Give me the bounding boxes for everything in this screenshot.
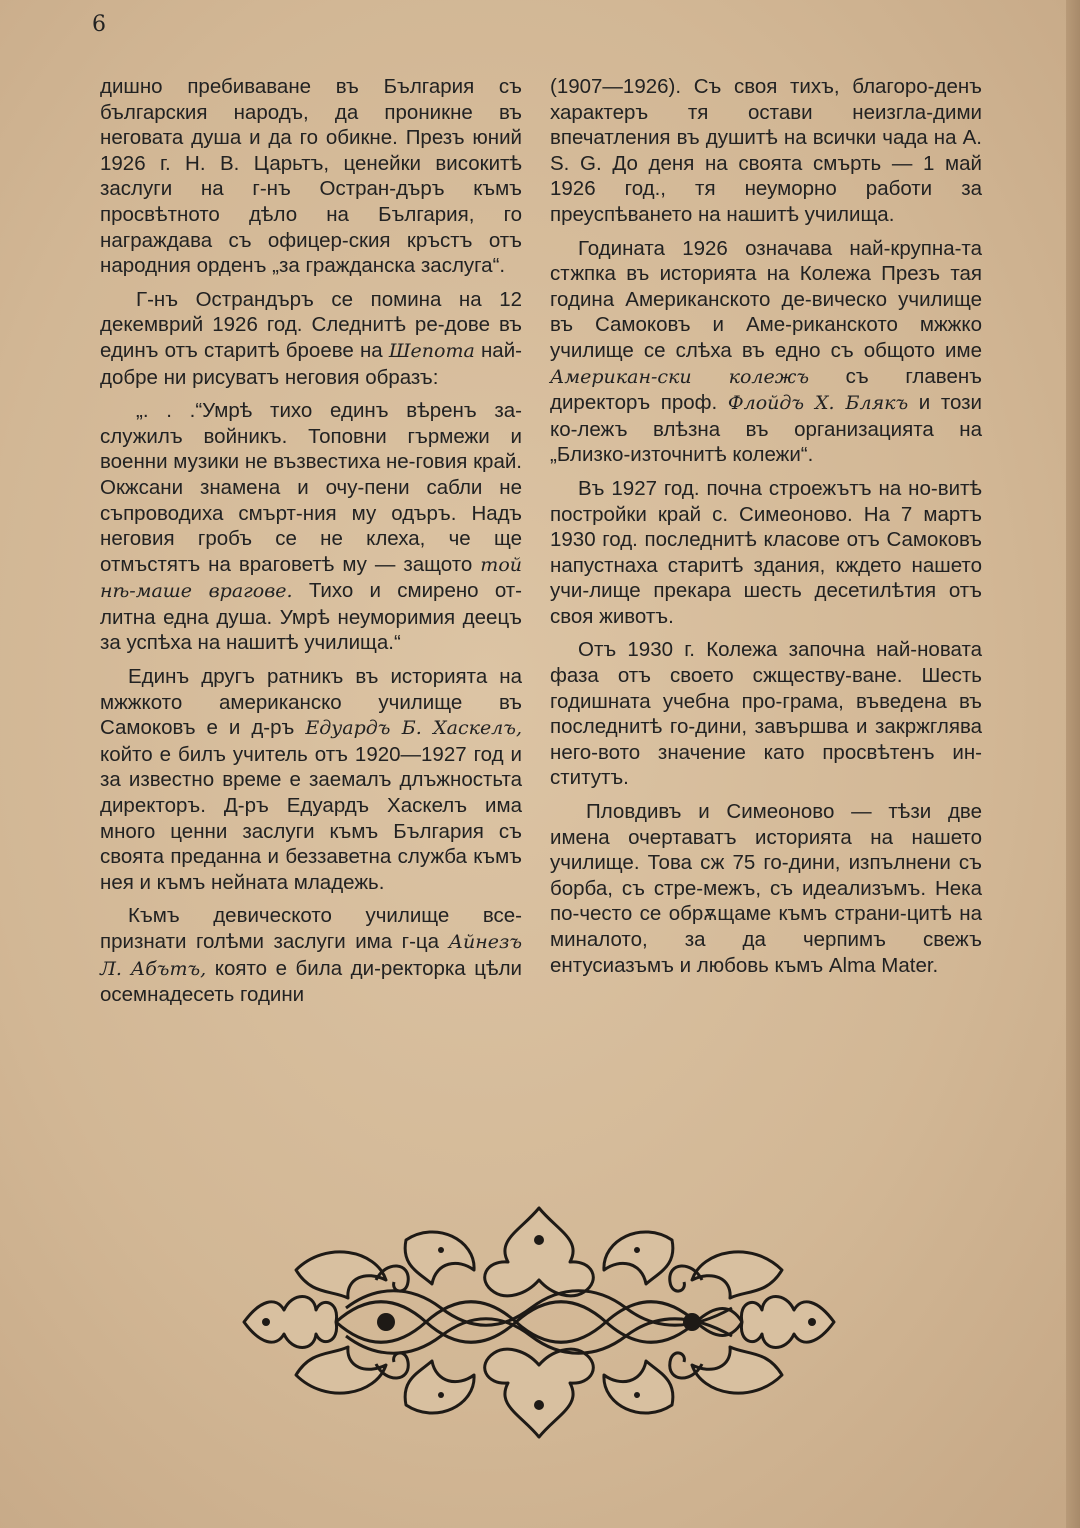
left-column <box>100 74 522 1016</box>
right-paragraph-2: Годината 1926 означава най-крупна-та стжпка въ историята на Колежа Презъ тая година Американското де-вическо училище въ Самоковъ и Аме-риканското мжжко училище се слѣха въ едно съ общото име Американ-ски колежъ съ главенъ директоръ проф. Флойдъ Х. Блякъ и този ко-лежъ влѣзна въ организацията на „Близко-източнитѣ колежи“. <box>550 236 983 467</box>
left-paragraph-2: Г-нъ Острандъръ се помина на 12 декемврий 1926 год. Следнитѣ ре-дове въ единъ отъ старитѣ броеве на Шепота най-добре ни рисуватъ неговия образъ: <box>100 287 522 389</box>
left-paragraph-4: Единъ другъ ратникъ въ историята на мжжкото американско училище въ Самоковъ е и д-ръ Едуардъ Б. Хаскелъ, който е билъ учитель отъ 1920—1927 год и за известно време е заемалъ длъжностьта директоръ. Д-ръ Едуардъ Хаскелъ има много ценни заслуги къмъ България съ своята преданна и беззаветна служба къмъ нея и къмъ нейната младежь. <box>100 665 522 894</box>
right-paragraph-5: Пловдивъ и Симеоново — тѣзи две имена очертаватъ историята на нашето училище. Това сж 75 го-дини, изпълнени съ борба, съ стре-межъ, съ идеализъмъ. Нека по-често се обрѫщаме къмъ страни-цитѣ на миналото, за да черпимъ свежъ ентусиазъмъ и любовь къмъ Alma Mater. <box>550 800 982 977</box>
celtic-knot-ornament-icon <box>236 1200 842 1445</box>
right-paragraph-3: Въ 1927 год. почна строежътъ на но-витѣ постройки край с. Симеоново. На 7 мартъ 1930 год. последнитѣ класове отъ Самоковъ напустнаха старитѣ здания, кждето нашето учи-лище прекара шесть десетилѣтия отъ своя животъ. <box>550 476 982 628</box>
right-paragraph-1: (1907—1926). Съ своя тихъ, благоро-денъ характеръ тя остави неизгла-дими впечатления въ душитѣ на всички чада на A. S. G. До деня на своята смърть — 1 май 1926 год., тя неуморно работи за преуспѣването на нашитѣ училища. <box>550 75 982 226</box>
left-paragraph-1: дишно пребиваване въ България съ българския народъ, да проникне въ неговата душа и да го обикне. Презъ юний 1926 г. Н. В. Царьтъ, ценейки високитѣ заслуги на г-нъ Остран-дъръ къмъ просвѣтното дѣло на България, го награждава съ офицер-ския кръстъ отъ народния орденъ „за гражданска заслуга“. <box>100 75 522 278</box>
page-number: 6 <box>92 12 106 37</box>
page-edge <box>1066 0 1080 1528</box>
left-paragraph-5: Къмъ девическото училище все-признати голѣми заслуги има г-ца Айнезъ Л. Абътъ, която е била ди-ректорка цѣли осемнадесеть години <box>100 904 522 1007</box>
right-paragraph-4: Отъ 1930 г. Колежа започна най-новата фаза отъ своето сжществу-ване. Шесть годишната учебна про-грама, въведена въ последнитѣ го-дини, завършва и закржглява него-вото значение като просвѣтенъ ин-ститутъ. <box>550 638 982 790</box>
left-paragraph-3-quote: „. . .“Умрѣ тихо единъ вѣренъ за-служилъ войникъ. Топовни гърмежи и военни музики не възвестиха не-говия край. Окжсани знамена и очу-пени сабли не съпроводиха смърт-ния му одъръ. Надъ неговия гробъ се не клеха, че ще отмъстятъ на враговетѣ му — защото той нѣ-маше врагове. Тихо и смирено от-литна една душа. Умрѣ неуморимия деецъ за успѣха на нашитѣ училища.“ <box>100 399 523 655</box>
right-column <box>550 74 982 986</box>
